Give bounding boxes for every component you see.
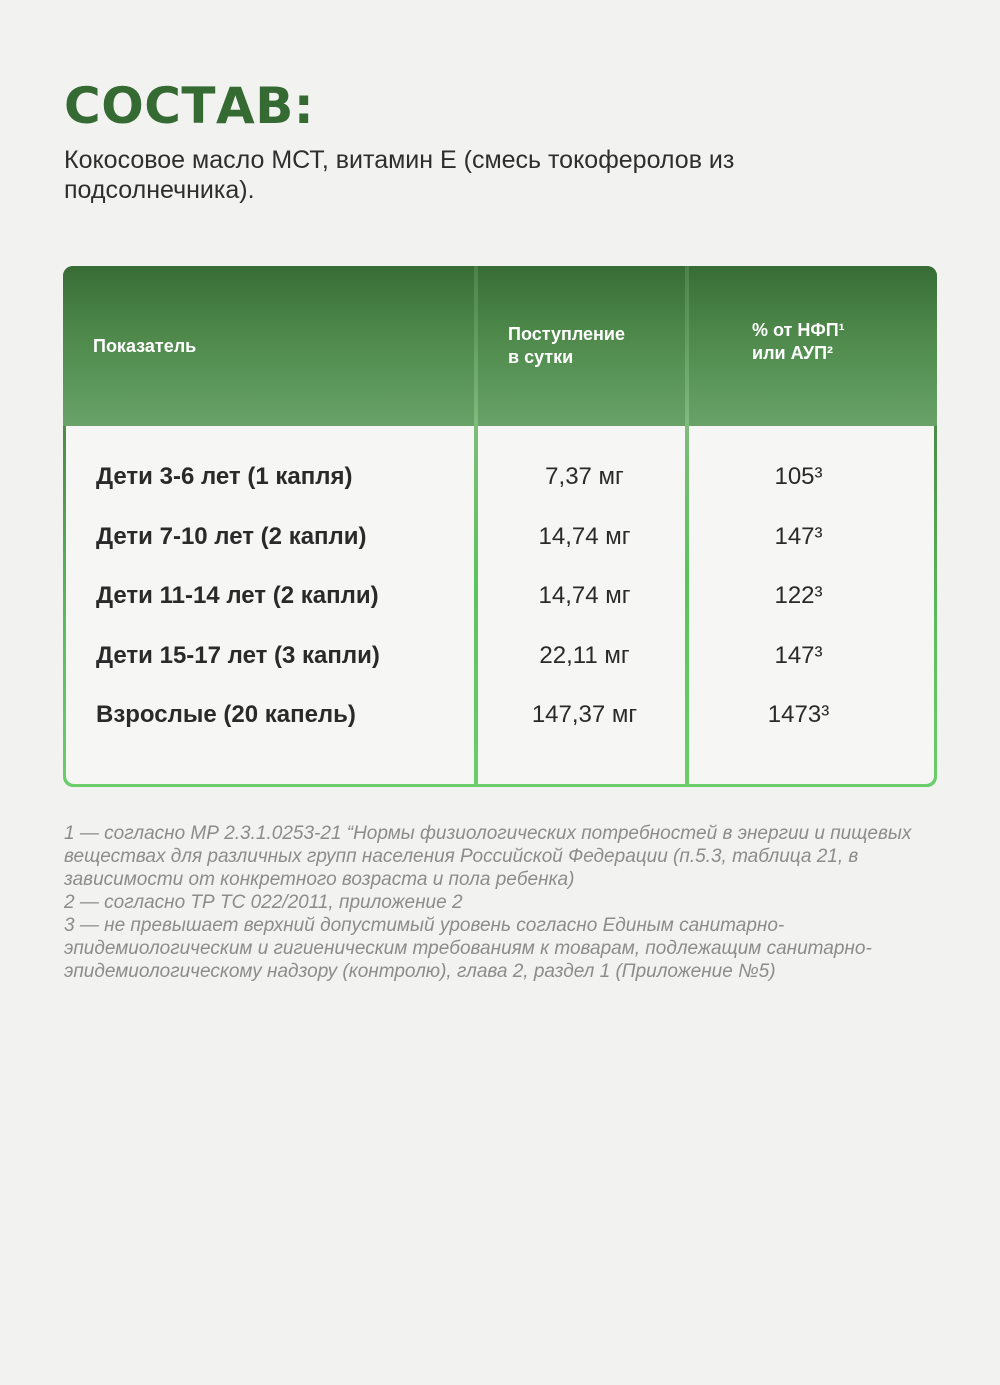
footnote-1: 1 — согласно МР 2.3.1.0253-21 “Нормы физиологических потребностей в энергии и пищевых веществах для различных групп населения Российской Федерации (п.5.3, таблица 21, в зависимости от конкретного возраста и пола ребенка)	[64, 823, 912, 890]
row-indicator: Взрослые (20 капель)	[96, 701, 356, 728]
row-percent: 1473³	[767, 701, 830, 728]
table-row	[66, 576, 937, 616]
row-percent: 122³	[774, 582, 823, 609]
row-intake: 147,37 мг	[531, 701, 638, 728]
header-percent-norm-line2: или АУП²	[752, 343, 834, 363]
column-divider	[474, 266, 478, 787]
footnote-3: 3 — не превышает верхний допустимый уровень согласно Единым санитарно-эпидемиологическим и гигиеническим требованиям к товарам, подлежащим санитарно-эпидемиологическому надзору (контролю), глава 2, раздел 1 (Приложение №5)	[64, 915, 872, 982]
footnote-2: 2 — согласно ТР ТС 022/2011, приложение 2	[64, 892, 463, 913]
header-daily-intake-line2: в сутки	[508, 347, 574, 367]
table-body	[66, 426, 934, 784]
row-indicator: Дети 11-14 лет (2 капли)	[96, 582, 379, 609]
footnotes	[64, 822, 944, 983]
header-percent-norm-line1: % от НФП¹	[752, 320, 845, 340]
row-indicator: Дети 3-6 лет (1 капля)	[96, 463, 353, 490]
row-percent: 105³	[774, 463, 823, 490]
nutrition-table	[63, 266, 937, 787]
row-intake: 7,37 мг	[545, 463, 624, 490]
table-row	[66, 636, 937, 676]
row-intake: 22,11 мг	[539, 642, 630, 669]
header-daily-intake	[508, 323, 668, 369]
page-title: СОСТАВ:	[64, 77, 315, 135]
header-percent-norm	[752, 319, 892, 365]
row-indicator: Дети 7-10 лет (2 капли)	[96, 523, 367, 550]
table-row	[66, 695, 937, 735]
header-indicator: Показатель	[93, 336, 197, 356]
table-row	[66, 457, 937, 497]
row-percent: 147³	[774, 642, 823, 669]
row-intake: 14,74 мг	[538, 582, 631, 609]
table-row	[66, 517, 937, 557]
row-indicator: Дети 15-17 лет (3 капли)	[96, 642, 380, 669]
header-daily-intake-line1: Поступление	[508, 324, 626, 344]
row-intake: 14,74 мг	[538, 523, 631, 550]
row-percent: 147³	[774, 523, 823, 550]
composition-text: Кокосовое масло МСТ, витамин Е (смесь токоферолов из подсолнечника).	[64, 146, 735, 204]
table-header	[63, 266, 937, 426]
column-divider	[685, 266, 689, 787]
